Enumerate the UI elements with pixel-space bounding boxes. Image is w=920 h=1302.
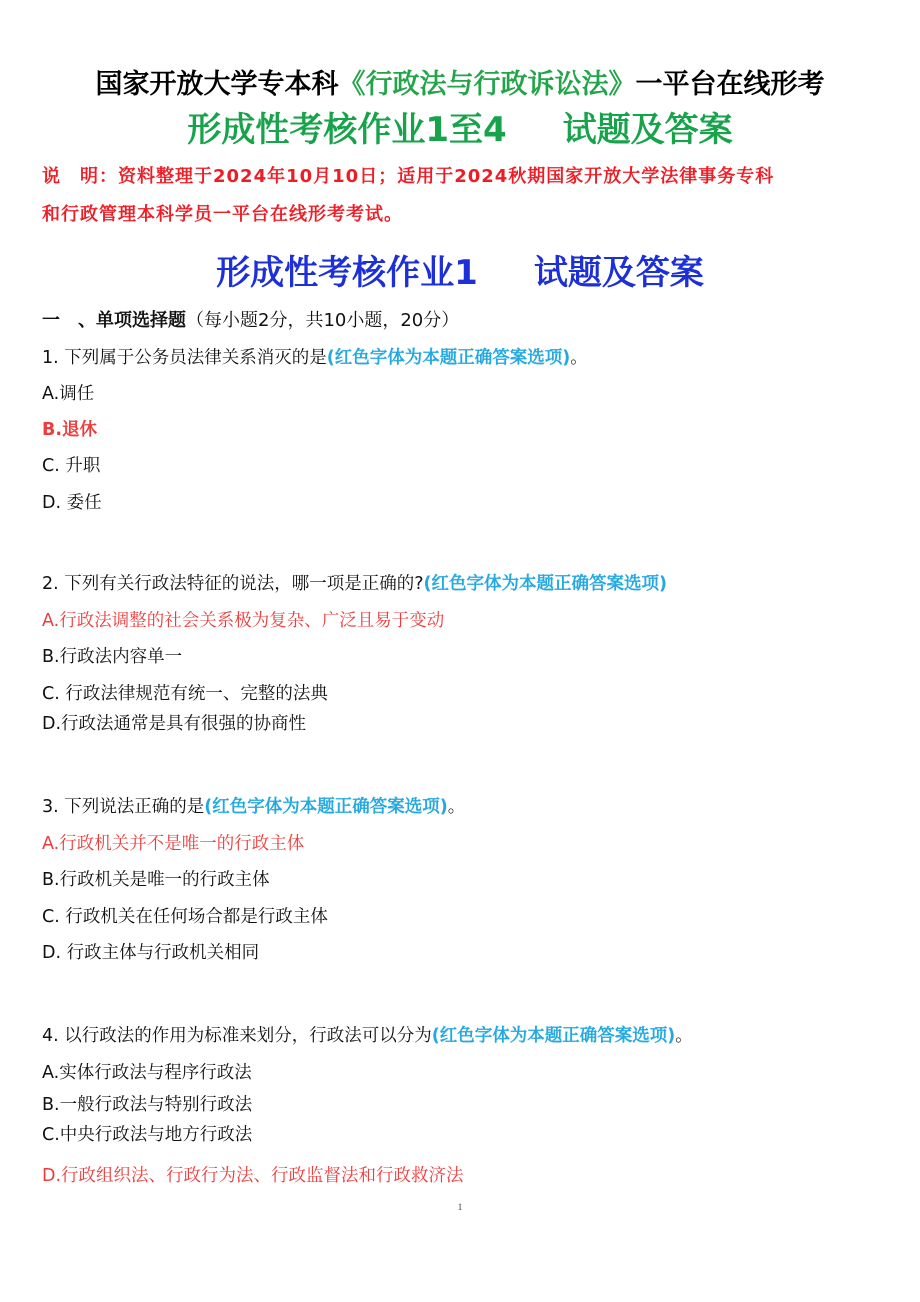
question-tail: 。 — [675, 1026, 693, 1046]
note-line-1: 说 明：资料整理于2024年10月10日；适用于2024秋期国家开放大学法律事务专科 — [42, 166, 775, 187]
question-2-option-c: C. 行政法律规范有统一、完整的法典 — [42, 684, 328, 704]
title-book-name: 《行政法与行政诉讼法》 — [338, 69, 636, 100]
answer-hint: (红色字体为本题正确答案选项) — [423, 574, 668, 594]
question-1-option-d: D. 委任 — [42, 493, 102, 513]
question-4-option-d-correct: D.行政组织法、行政行为法、行政监督法和行政救济法 — [42, 1166, 464, 1186]
section-subheading — [42, 306, 459, 332]
section-title-b: 试题及答案 — [533, 253, 704, 293]
section-title-a: 形成性考核作业1 — [216, 253, 478, 293]
document-title — [0, 62, 920, 101]
question-1-option-a: A.调任 — [42, 384, 95, 404]
question-2-option-d: D.行政法通常是具有很强的协商性 — [42, 714, 307, 734]
question-text: 2. 下列有关行政法特征的说法，哪一项是正确的? — [42, 574, 424, 594]
subheading-label: 一 、单项选择题 — [42, 310, 186, 331]
answer-hint: (红色字体为本题正确答案选项) — [326, 348, 571, 368]
question-4-option-a: A.实体行政法与程序行政法 — [42, 1063, 252, 1083]
question-1-stem — [42, 344, 588, 369]
answer-hint: (红色字体为本题正确答案选项) — [431, 1026, 676, 1046]
subheading-scoring: （每小题2分，共10小题，20分） — [186, 310, 460, 331]
question-4-option-b: B.一般行政法与特别行政法 — [42, 1095, 253, 1115]
title-prefix: 国家开放大学专本科 — [95, 69, 339, 100]
question-tail: 。 — [570, 348, 588, 368]
question-3-option-d: D. 行政主体与行政机关相同 — [42, 943, 260, 963]
subtitle-part-b: 试题及答案 — [562, 110, 733, 150]
document-subtitle — [0, 102, 920, 151]
note-line-2: 和行政管理本科学员一平台在线形考考试。 — [42, 204, 403, 225]
question-2-option-a-correct: A.行政法调整的社会关系极为复杂、广泛且易于变动 — [42, 611, 445, 631]
question-text: 3. 下列说法正确的是 — [42, 797, 205, 817]
question-3-option-c: C. 行政机关在任何场合都是行政主体 — [42, 907, 328, 927]
question-4-stem — [42, 1022, 693, 1047]
question-1-option-b-correct: B.退休 — [42, 420, 97, 440]
section-title — [0, 245, 920, 294]
question-text: 4. 以行政法的作用为标准来划分，行政法可以分为 — [42, 1026, 432, 1046]
answer-hint: (红色字体为本题正确答案选项) — [204, 797, 448, 817]
title-suffix: 一平台在线形考 — [635, 69, 825, 100]
subtitle-part-a: 形成性考核作业1至4 — [187, 110, 507, 150]
question-2-stem — [42, 570, 667, 595]
question-2-option-b: B.行政法内容单一 — [42, 647, 183, 667]
question-3-option-b: B.行政机关是唯一的行政主体 — [42, 870, 270, 890]
question-text: 1. 下列属于公务员法律关系消灭的是 — [42, 348, 327, 368]
question-1-option-c: C. 升职 — [42, 456, 101, 476]
question-tail: 。 — [447, 797, 466, 817]
question-3-option-a-correct: A.行政机关并不是唯一的行政主体 — [42, 834, 305, 854]
question-3-stem — [42, 793, 465, 818]
question-4-option-c: C.中央行政法与地方行政法 — [42, 1125, 253, 1145]
page-number: 1 — [457, 1202, 463, 1212]
